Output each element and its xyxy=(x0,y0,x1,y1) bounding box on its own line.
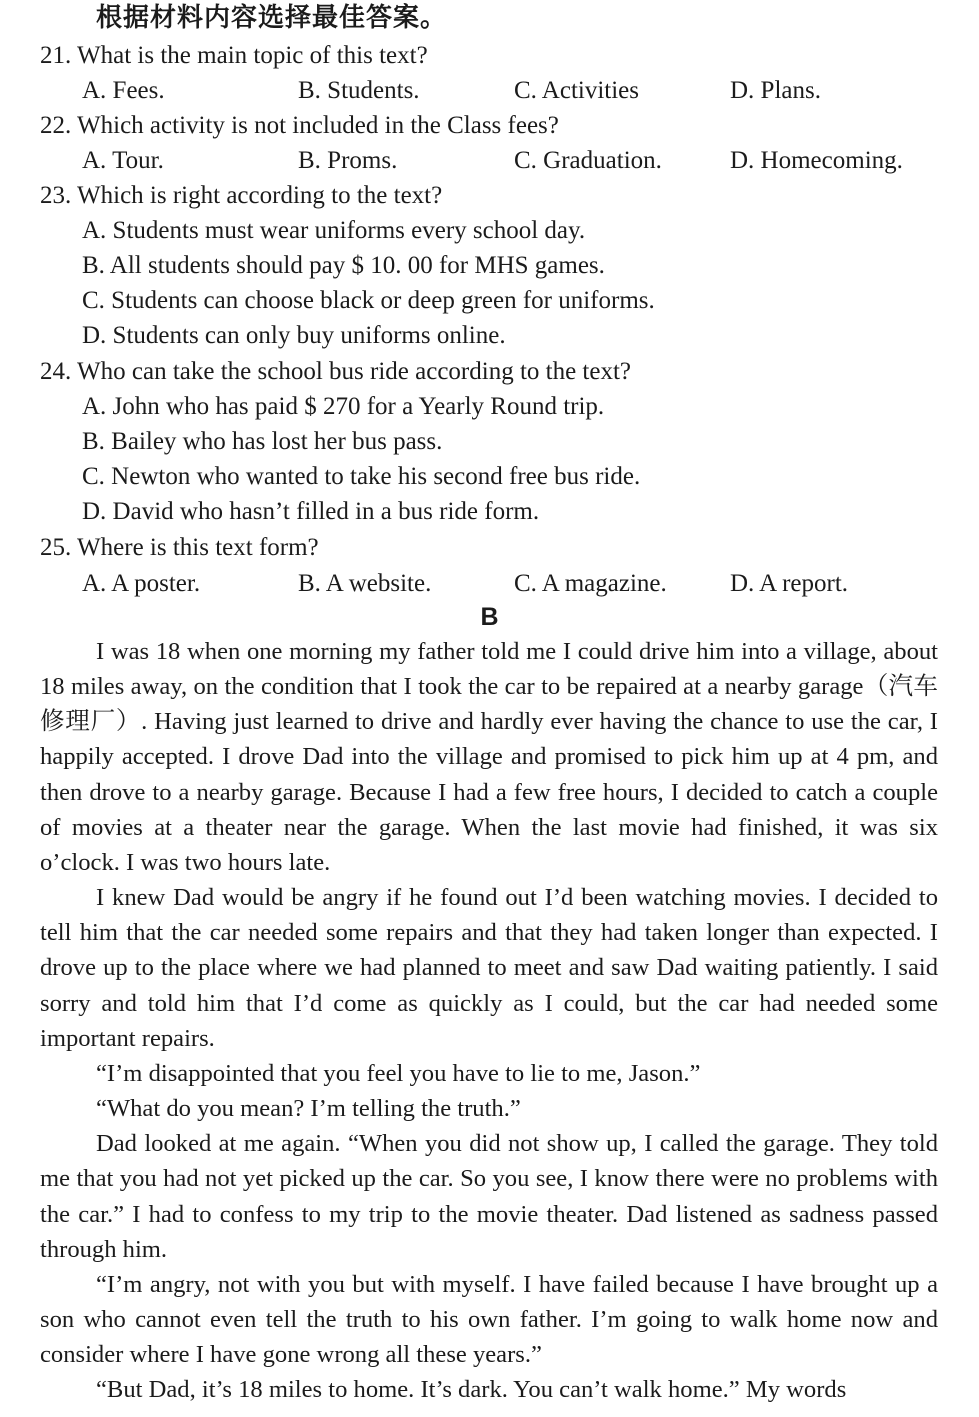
option-d: D. Homecoming. xyxy=(730,147,903,174)
option-b: B. Bailey who has lost her bus pass. xyxy=(82,428,443,455)
option-c: C. A magazine. xyxy=(514,570,667,597)
option-c: C. Graduation. xyxy=(514,147,662,174)
option-d: D. A report. xyxy=(730,570,849,597)
passage-paragraph: I was 18 when one morning my father told me I could drive him into a village, about 18 miles away, on the condition that I took the car to be repaired at a nearby garage（汽车修理厂）. Having just learned to drive and hardly ever having the chance to use the car, I happily accepted. I drove Dad into the village and promised to pick him up at 4 pm, and then drove to a nearby garage. Because I had a few free hours, I decided to catch a couple of movies at a theater near the garage. When the last movie had finished, it was six o’clock. I was two hours late. xyxy=(40,638,938,876)
passage-paragraph: I knew Dad would be angry if he found out I’d been watching movies. I decided to tell him that the car needed some repairs and that they had taken longer than expected. I drove up to the place where we had planned to meet and saw Dad waiting patiently. I said sorry and told him that I’d come as quickly as I could, but the car had needed some important repairs. xyxy=(40,884,938,1052)
section-title: B xyxy=(480,603,499,631)
option-b: B. A website. xyxy=(298,570,432,597)
reading-passage xyxy=(40,634,938,1407)
option-c: C. Activities xyxy=(514,77,639,104)
option-a: A. A poster. xyxy=(82,570,201,597)
passage-paragraph: “But Dad, it’s 18 miles to home. It’s dark. You can’t walk home.” My words xyxy=(96,1376,847,1404)
option-a: A. Tour. xyxy=(82,147,164,174)
option-d: D. Plans. xyxy=(730,77,821,104)
option-c: C. Students can choose black or deep green for uniforms. xyxy=(82,287,655,314)
passage-paragraph: “What do you mean? I’m telling the truth.” xyxy=(96,1095,521,1123)
question-25-stem: 25. Where is this text form? xyxy=(40,534,319,561)
option-b: B. All students should pay $ 10. 00 for MHS games. xyxy=(82,252,605,279)
option-b: B. Proms. xyxy=(298,147,398,174)
option-a: A. John who has paid $ 270 for a Yearly Round trip. xyxy=(82,393,605,420)
question-22-stem: 22. Which activity is not included in the Class fees? xyxy=(40,112,559,139)
option-b: B. Students. xyxy=(298,77,420,104)
question-21-stem: 21. What is the main topic of this text? xyxy=(40,42,428,69)
instruction-text: 根据材料内容选择最佳答案。 xyxy=(96,3,448,33)
passage-paragraph: “I’m angry, not with you but with myself. I have failed because I have brought up a son who cannot even tell the truth to his own father. I’m going to walk home now and consider where I have gone wrong all these years.” xyxy=(40,1270,938,1369)
option-d: D. Students can only buy uniforms online. xyxy=(82,322,506,349)
passage-paragraph: “I’m disappointed that you feel you have to lie to me, Jason.” xyxy=(96,1059,701,1087)
passage-paragraph: Dad looked at me again. “When you did not show up, I called the garage. They told me that you had not yet picked up the car. So you see, I know there were no problems with the car.” I had to confess to my trip to the movie theater. Dad listened as sadness passed through him. xyxy=(40,1130,938,1263)
question-23-stem: 23. Which is right according to the text? xyxy=(40,182,443,209)
option-a: A. Students must wear uniforms every school day. xyxy=(82,217,586,244)
option-a: A. Fees. xyxy=(82,77,165,104)
option-c: C. Newton who wanted to take his second free bus ride. xyxy=(82,463,641,490)
option-d: D. David who hasn’t filled in a bus ride form. xyxy=(82,498,540,525)
question-24-stem: 24. Who can take the school bus ride according to the text? xyxy=(40,358,632,385)
